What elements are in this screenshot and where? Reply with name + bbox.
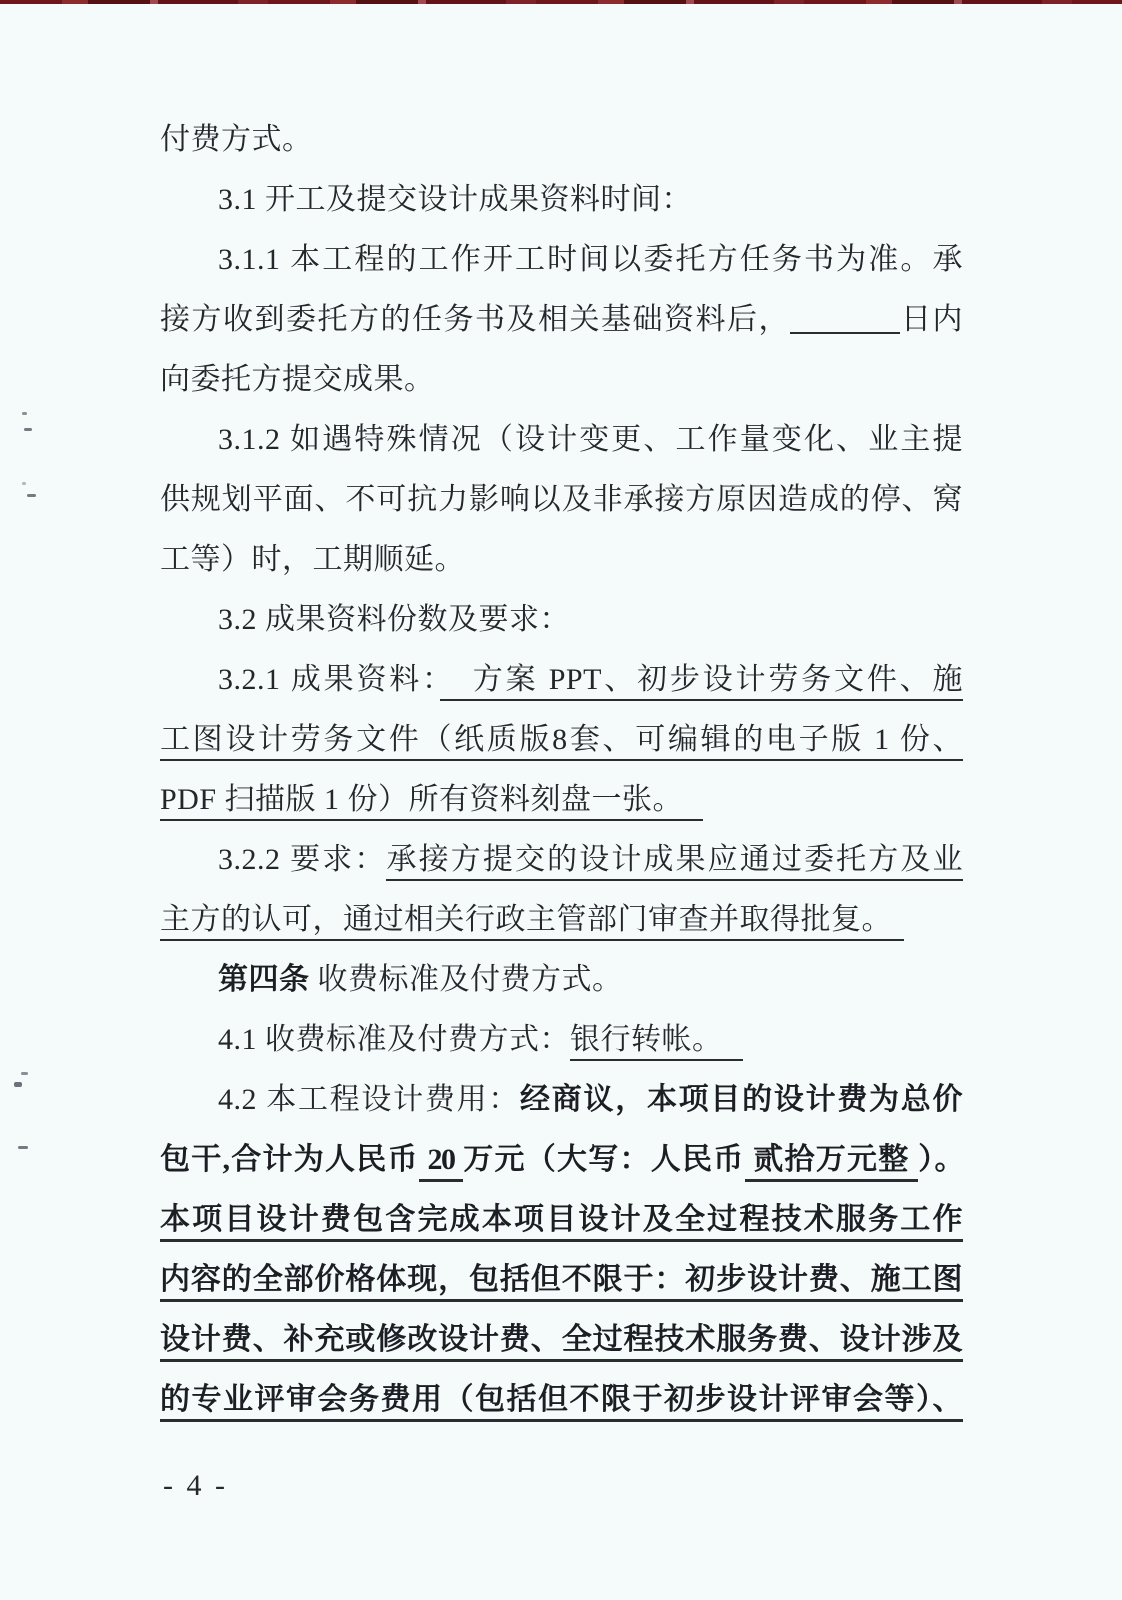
text-line-9 <box>160 595 963 645</box>
text-segment: 向委托方提交成果。 <box>160 363 435 396</box>
text-line-18 <box>160 1135 963 1185</box>
page-number: - 4 - <box>163 1469 228 1502</box>
text-segment: 经商议，本项目的设计费为总价 <box>520 1083 964 1116</box>
text-line-12 <box>160 775 963 825</box>
scan-speck <box>22 482 26 485</box>
text-segment: 设计费、补充或修改设计费、全过程技术服务费、设计涉及 <box>160 1323 963 1362</box>
text-segment: 3.1 开工及提交设计成果资料时间： <box>218 183 692 216</box>
text-line-20 <box>160 1255 963 1305</box>
text-segment: 20 <box>419 1143 464 1182</box>
text-line-19 <box>160 1195 963 1245</box>
text-segment: 承接方提交的设计成果应通过委托方及业 <box>386 843 963 881</box>
text-line-22 <box>160 1375 963 1425</box>
text-line-21 <box>160 1315 963 1365</box>
text-segment: ）。 <box>918 1143 963 1176</box>
text-segment: 3.2.2 要求： <box>218 843 387 876</box>
scan-speck <box>14 1082 22 1087</box>
text-segment: 3.2 成果资料份数及要求： <box>218 603 570 636</box>
text-segment: 工等）时，工期顺延。 <box>160 543 465 576</box>
text-line-17 <box>160 1075 963 1125</box>
text-segment: 工图设计劳务文件（纸质版8套、可编辑的电子版 1 份、 <box>160 723 963 761</box>
text-segment: 主方的认可，通过相关行政主管部门审查并取得批复。 <box>160 903 904 941</box>
text-segment: PDF 扫描版 1 份）所有资料刻盘一张。 <box>160 783 703 821</box>
text-line-5 <box>160 355 963 405</box>
text-line-16 <box>160 1015 963 1065</box>
text-line-4 <box>160 295 963 345</box>
text-segment: 包干,合计为人民币 <box>160 1143 419 1176</box>
text-line-8 <box>160 535 963 585</box>
text-segment: 银行转帐。 <box>570 1023 743 1061</box>
text-segment: 方案 PPT、初步设计劳务文件、施 <box>440 663 963 701</box>
inline-blank-field <box>790 332 900 334</box>
text-segment: 万元（大写：人民币 <box>463 1143 745 1176</box>
text-segment: 内容的全部价格体现，包括但不限于：初步设计费、施工图 <box>160 1263 963 1302</box>
text-line-7 <box>160 475 963 525</box>
text-segment: 3.1.2 如遇特殊情况（设计变更、工作量变化、业主提 <box>218 423 963 456</box>
text-segment: 3.2.1 成果资料： <box>218 663 440 696</box>
text-line-13 <box>160 835 963 885</box>
text-segment: 4.2 本工程设计费用： <box>218 1083 521 1116</box>
text-segment: 3.1.1 本工程的工作开工时间以委托方任务书为准。承 <box>218 243 963 276</box>
text-segment: 第四条 <box>218 963 310 996</box>
text-segment: 收费标准及付费方式。 <box>309 963 623 996</box>
text-line-15 <box>160 955 963 1005</box>
text-segment: 付费方式。 <box>160 123 313 156</box>
text-segment: 供规划平面、不可抗力影响以及非承接方原因造成的停、窝 <box>160 483 963 516</box>
text-segment: 贰拾万元整 <box>745 1143 919 1182</box>
text-line-14 <box>160 895 963 945</box>
text-line-10 <box>160 655 963 705</box>
scan-speck <box>27 494 36 497</box>
text-line-3 <box>160 235 963 285</box>
text-segment: 日内 <box>900 303 963 336</box>
scan-speck <box>24 428 32 431</box>
scan-speck <box>21 1072 28 1075</box>
text-segment: 本项目设计费包含完成本项目设计及全过程技术服务工作 <box>160 1203 963 1242</box>
text-line-11 <box>160 715 963 765</box>
text-line-6 <box>160 415 963 465</box>
text-line-2 <box>160 175 963 225</box>
scan-speck <box>18 1146 28 1149</box>
scan-speck <box>22 412 27 415</box>
text-segment: 的专业评审会务费用（包括但不限于初步设计评审会等）、 <box>160 1383 963 1422</box>
text-line-1 <box>160 115 963 165</box>
text-segment: 4.1 收费标准及付费方式： <box>218 1023 570 1056</box>
text-segment: 接方收到委托方的任务书及相关基础资料后， <box>160 303 790 336</box>
